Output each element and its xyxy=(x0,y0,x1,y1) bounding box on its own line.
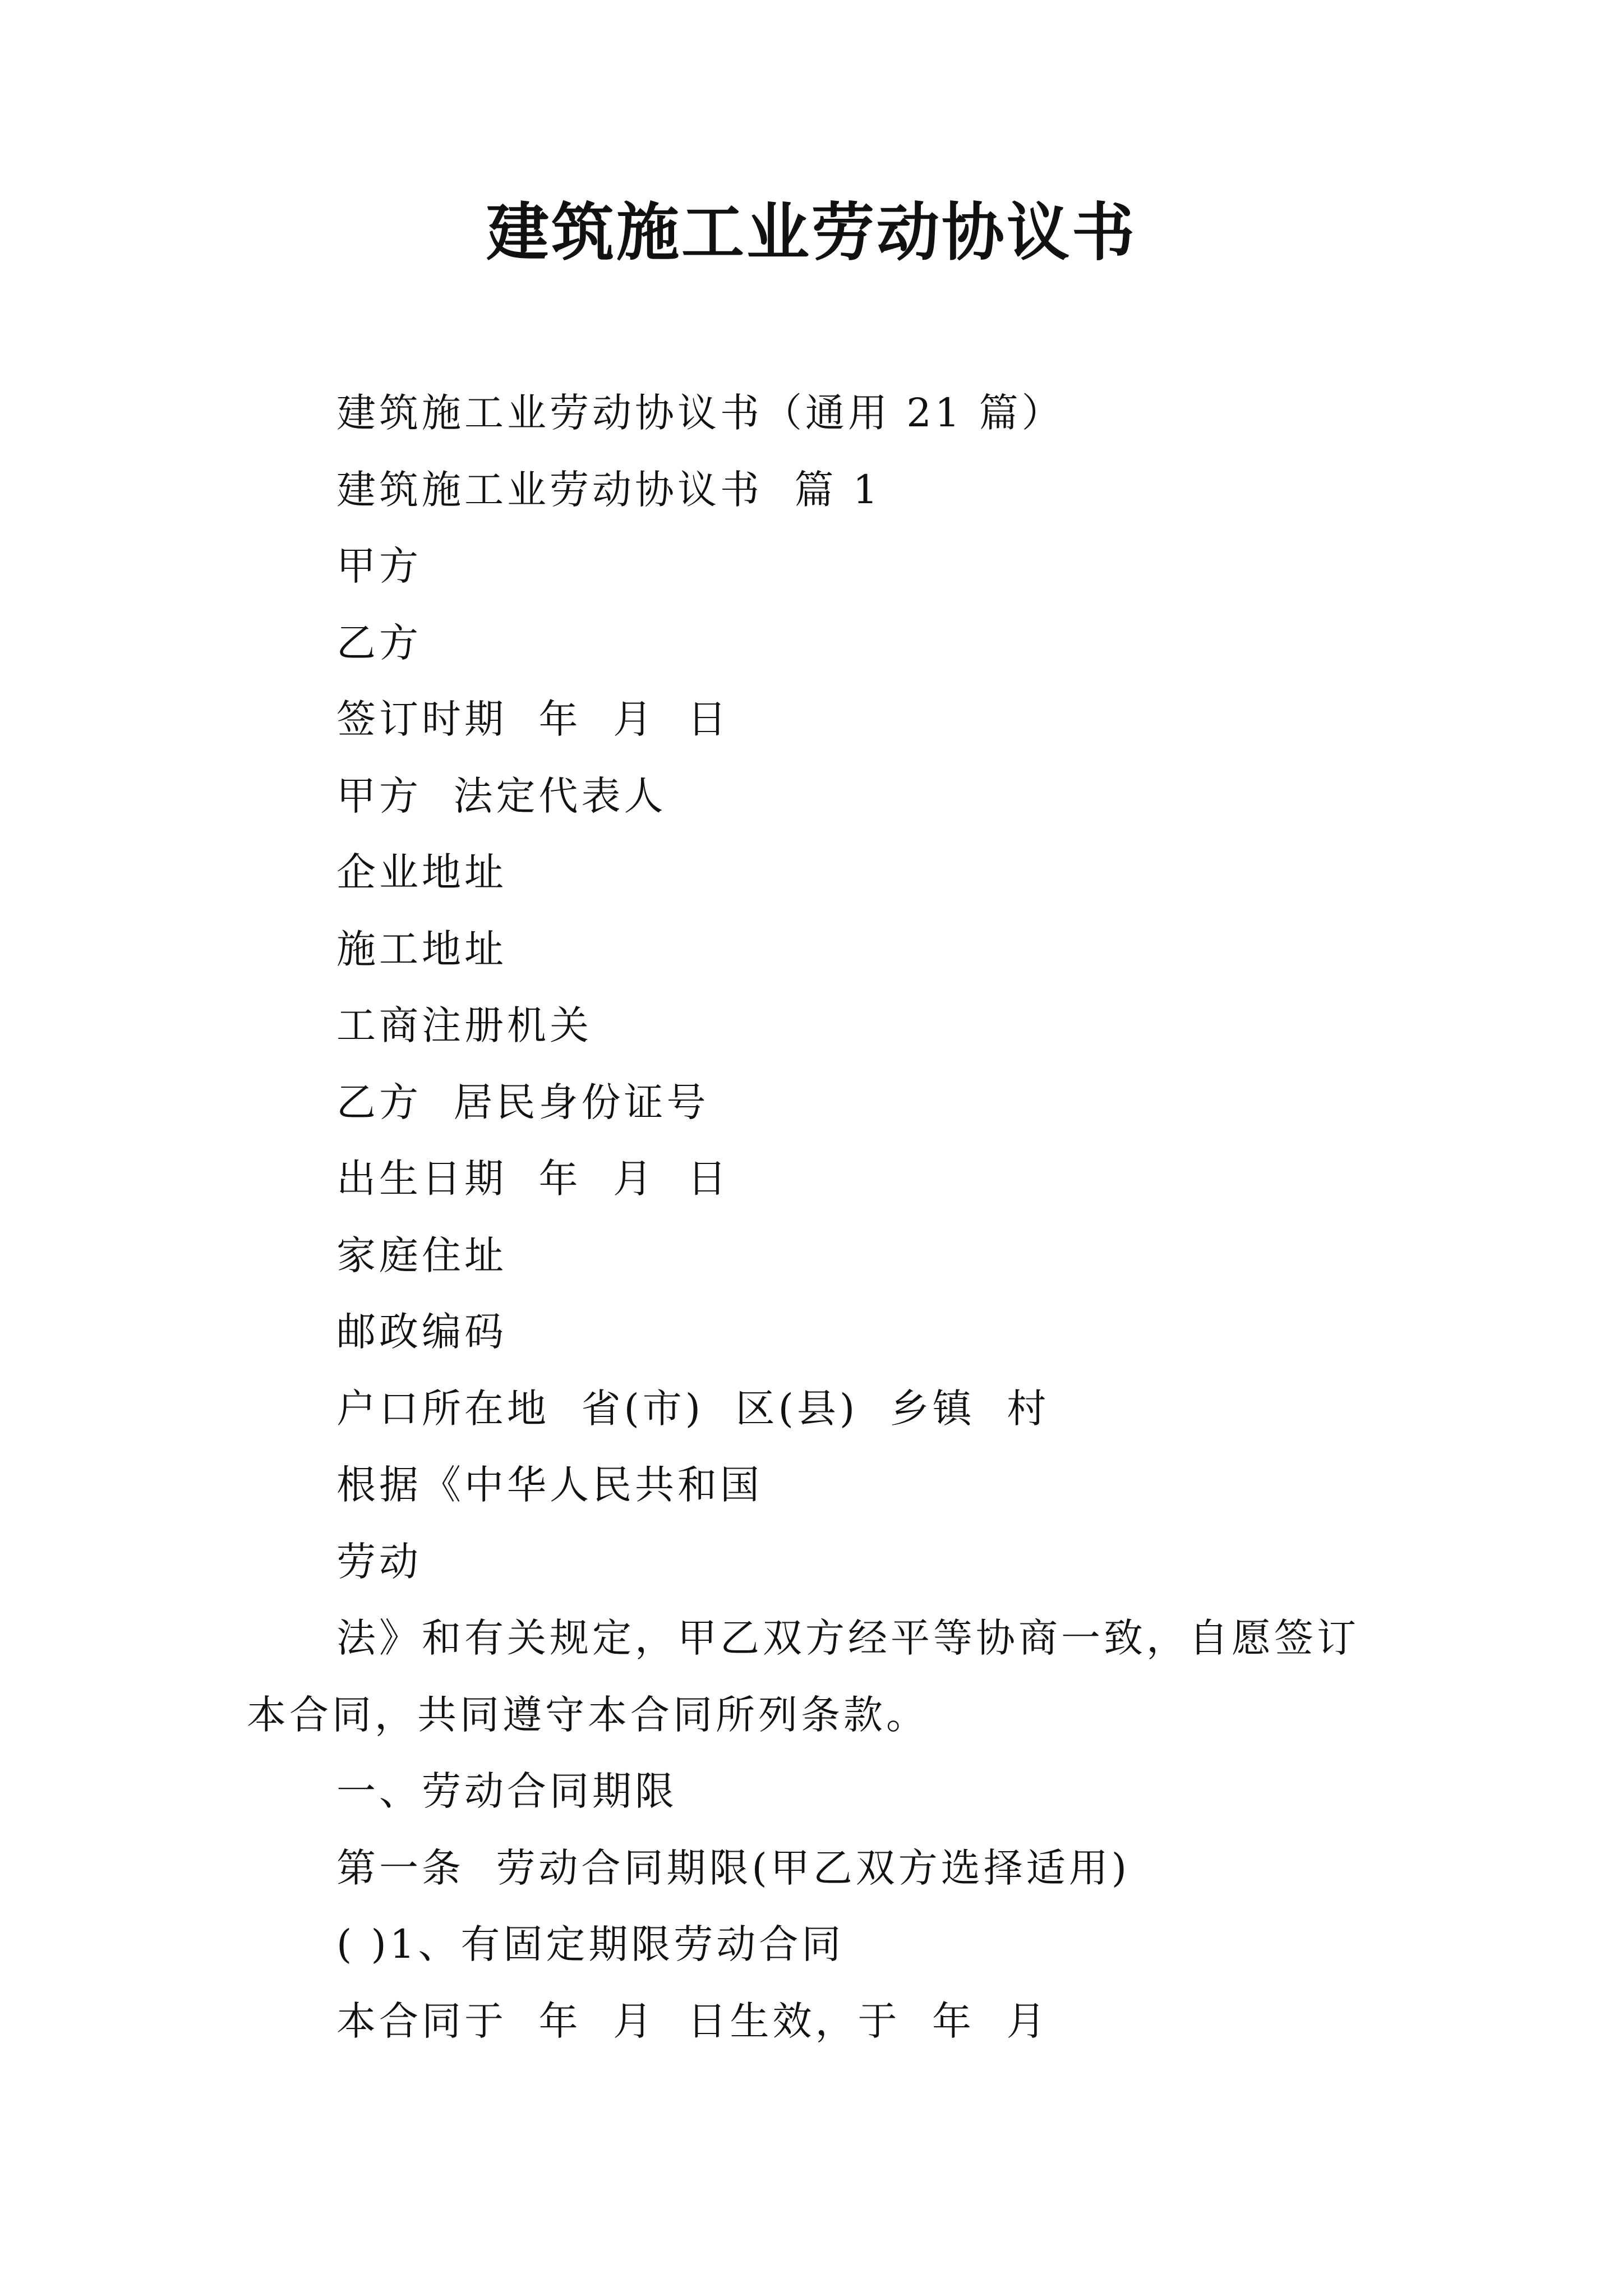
body-line: 建筑施工业劳动协议书（通用 21 篇） xyxy=(336,390,1064,436)
body-line: 邮政编码 xyxy=(336,1309,507,1355)
body-line: 乙方 xyxy=(336,619,422,666)
body-line: 甲方 xyxy=(336,543,422,589)
body-line: 法》和有关规定，甲乙双方经平等协商一致，自愿签订 xyxy=(336,1615,1359,1661)
body-line: 第一条 劳动合同期限(甲乙双方选择适用) xyxy=(336,1844,1131,1891)
body-line: 企业地址 xyxy=(336,849,507,895)
body-line: 一、劳动合同期限 xyxy=(336,1768,677,1814)
body-line: 工商注册机关 xyxy=(336,1002,592,1048)
body-line: 签订时期 年 月 日 xyxy=(336,696,730,742)
body-line: 家庭住址 xyxy=(336,1232,507,1278)
body-line: 施工地址 xyxy=(336,926,507,972)
body-line: 乙方 居民身份证号 xyxy=(336,1079,709,1125)
body-line: 根据《中华人民共和国 xyxy=(336,1462,763,1508)
document-title: 建筑施工业劳动协议书 xyxy=(486,196,1137,269)
document-body xyxy=(247,375,1391,2059)
body-line: 出生日期 年 月 日 xyxy=(336,1156,730,1202)
body-line: 本合同于 年 月 日生效，于 年 月 xyxy=(336,1998,1049,2044)
body-line: 劳动 xyxy=(336,1538,422,1585)
body-line: ( )1、有固定期限劳动合同 xyxy=(336,1921,845,1967)
body-line: 甲方 法定代表人 xyxy=(336,772,667,819)
body-line: 户口所在地 省(市) 区(县) 乡镇 村 xyxy=(336,1385,1050,1432)
body-line: 建筑施工业劳动协议书 篇 1 xyxy=(336,466,882,513)
body-line: 本合同，共同遵守本合同所列条款。 xyxy=(247,1691,929,1738)
